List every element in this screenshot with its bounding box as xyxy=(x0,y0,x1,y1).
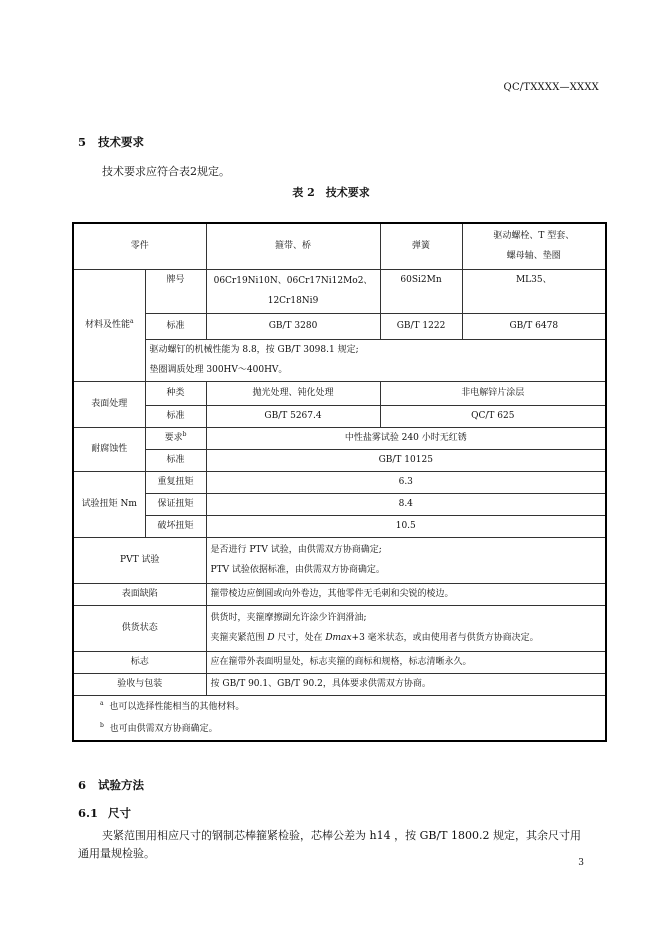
mark-text: 应在箍带外表面明显处，标志夹箍的商标和规格，标志清晰永久。 xyxy=(206,651,606,673)
torque-proof-label: 保证扭矩 xyxy=(145,493,206,515)
table-row xyxy=(73,605,606,651)
surface-standard-label: 标准 xyxy=(145,405,206,427)
table-row xyxy=(73,313,606,339)
table-row xyxy=(73,515,606,537)
table-row xyxy=(73,583,606,605)
supply-text: 供货时，夹箍摩擦副允许涂少许润滑油; 夹箍夹紧范围 D 尺寸，处在 Dmax+3 毫米状态，或由使用者与供货方协商决定。 xyxy=(206,605,606,651)
corrosion-standard: GB/T 10125 xyxy=(206,449,606,471)
accept-label: 验收与包装 xyxy=(73,673,206,695)
section-6-1-heading xyxy=(78,805,131,821)
torque-proof-value: 8.4 xyxy=(206,493,606,515)
section-5-title: 技术要求 xyxy=(98,135,144,149)
table-row xyxy=(73,381,606,405)
material-spring-standard: GB/T 1222 xyxy=(380,313,462,339)
material-note: 驱动螺钉的机械性能为 8.8，按 GB/T 3098.1 规定; 垫圈调质处理 300HV～400HV。 xyxy=(145,339,606,381)
table-row xyxy=(73,493,606,515)
surface-type-label: 种类 xyxy=(145,381,206,405)
footnote-b-ref: b xyxy=(182,431,187,438)
defect-label: 表面缺陷 xyxy=(73,583,206,605)
section-5-number: 5 xyxy=(78,135,87,149)
torque-label: 试验扭矩 Nm xyxy=(73,471,145,537)
header-part: 零件 xyxy=(73,223,206,269)
section-6-1-number: 6.1 xyxy=(78,806,99,820)
surface-band-type: 抛光处理、钝化处理 xyxy=(206,381,380,405)
technical-requirements-table xyxy=(72,222,607,742)
section-6-1-text-line-1: 夹紧范围用相应尺寸的钢制芯棒箍紧检验，芯棒公差为 h14 ，按 GB/T 1800.2 规定，其余尺寸用 xyxy=(102,829,581,842)
table-row xyxy=(73,471,606,493)
document-code: QC/TXXXX—XXXX xyxy=(503,82,599,93)
material-bolt-standard: GB/T 6478 xyxy=(462,313,606,339)
section-6-1-text-line-2: 通用量规检验。 xyxy=(78,847,155,860)
material-bolt-grade: ML35、 xyxy=(462,269,606,313)
table-header-row xyxy=(73,223,606,269)
mark-label: 标志 xyxy=(73,651,206,673)
table-row xyxy=(73,405,606,427)
material-standard-label: 标准 xyxy=(145,313,206,339)
table-row xyxy=(73,449,606,471)
corrosion-standard-label: 标准 xyxy=(145,449,206,471)
header-bolt-line-1: 驱动螺栓、T 型套、 xyxy=(493,231,575,242)
corrosion-req-label: 要求$^b$ xyxy=(145,427,206,449)
torque-break-value: 10.5 xyxy=(206,515,606,537)
table-caption: 表 2 技术要求 xyxy=(292,186,370,199)
section-5-text: 技术要求应符合表2规定。 xyxy=(102,165,230,178)
corrosion-requirement: 中性盐雾试验 240 小时无红锈 xyxy=(206,427,606,449)
page-number: 3 xyxy=(578,858,584,868)
table-row xyxy=(73,427,606,449)
header-bolt xyxy=(462,223,606,269)
table-row xyxy=(73,537,606,583)
footnotes xyxy=(73,695,606,741)
table-row xyxy=(73,339,606,381)
torque-repeat-value: 6.3 xyxy=(206,471,606,493)
header-band: 箍带、桥 xyxy=(206,223,380,269)
header-bolt-line-2: 螺母轴、垫圈 xyxy=(506,251,561,262)
surface-other-standard: QC/T 625 xyxy=(380,405,606,427)
material-label: 材料及性能$^a$ xyxy=(73,269,145,381)
footnote-a-ref: a xyxy=(129,318,134,325)
footnote-a: $^a$ 也可以选择性能相当的其他材料。 xyxy=(100,699,245,712)
supply-label: 供货状态 xyxy=(73,605,206,651)
surface-other-type: 非电解锌片涂层 xyxy=(380,381,606,405)
material-band-grade: 06Cr19Ni10N、06Cr17Ni12Mo2、 12Cr18Ni9 xyxy=(206,269,380,313)
table-row xyxy=(73,673,606,695)
pvt-text: 是否进行 PTV 试验，由供需双方协商确定; PTV 试验依据标准，由供需双方协商确定。 xyxy=(206,537,606,583)
material-band-standard: GB/T 3280 xyxy=(206,313,380,339)
material-spring-grade: 60Si2Mn xyxy=(380,269,462,313)
defect-text: 箍带棱边应倒圆或向外卷边，其他零件无毛刺和尖锐的棱边。 xyxy=(206,583,606,605)
table-row xyxy=(73,651,606,673)
section-6-number: 6 xyxy=(78,778,87,792)
pvt-label: PVT 试验 xyxy=(73,537,206,583)
section-6-title: 试验方法 xyxy=(98,778,144,792)
section-5-heading xyxy=(78,134,144,150)
accept-text: 按 GB/T 90.1、GB/T 90.2，具体要求供需双方协商。 xyxy=(206,673,606,695)
corrosion-label: 耐腐蚀性 xyxy=(73,427,145,471)
torque-repeat-label: 重复扭矩 xyxy=(145,471,206,493)
material-grade-label: 牌号 xyxy=(145,269,206,313)
header-spring: 弹簧 xyxy=(380,223,462,269)
footnote-b: $^b$ 也可由供需双方协商确定。 xyxy=(100,721,218,734)
section-6-heading xyxy=(78,777,144,793)
surface-band-standard: GB/T 5267.4 xyxy=(206,405,380,427)
table-footnotes xyxy=(73,695,606,741)
torque-break-label: 破坏扭矩 xyxy=(145,515,206,537)
surface-label: 表面处理 xyxy=(73,381,145,427)
table-row xyxy=(73,269,606,313)
section-6-1-title: 尺寸 xyxy=(108,806,131,820)
